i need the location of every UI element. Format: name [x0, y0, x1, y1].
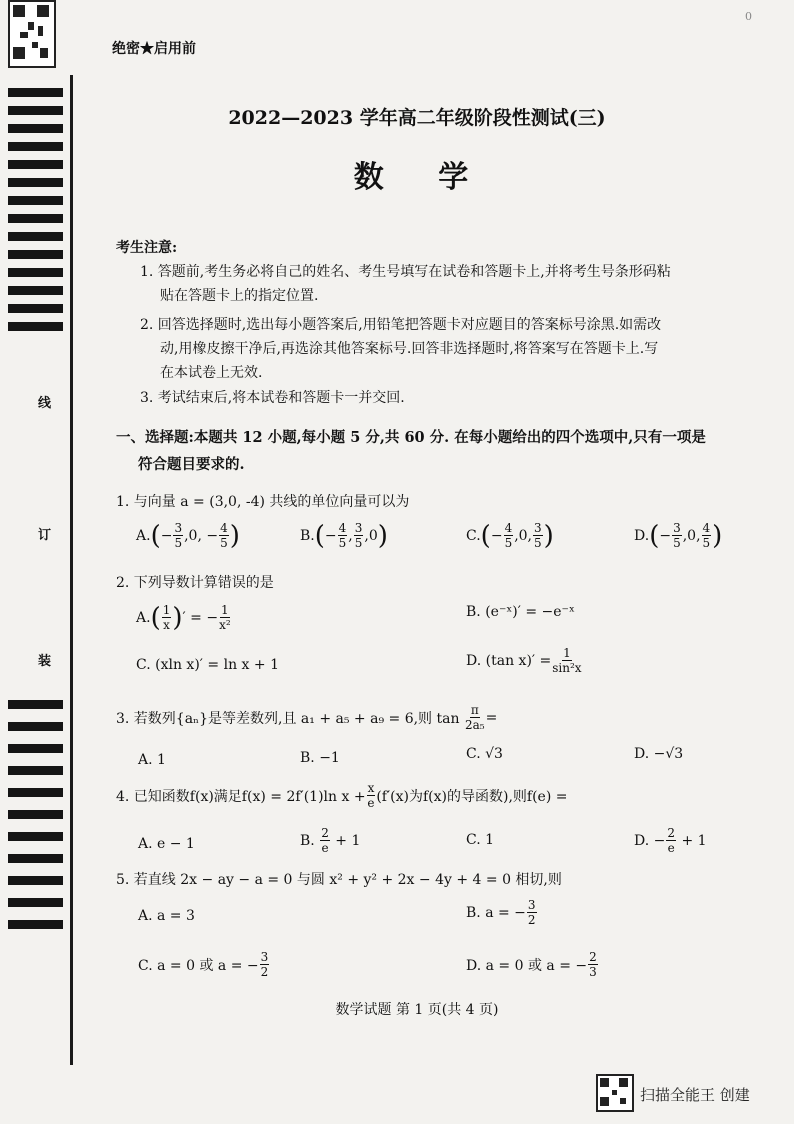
q5-option-c: C. a = 0 或 a = − $\frac{3}{2}$ [138, 950, 269, 979]
scanner-watermark-text: 扫描全能王 创建 [640, 1086, 750, 1104]
page-footer: 数学试题 第 1 页(共 4 页) [335, 1002, 499, 1018]
q5-option-b: B. a = − $\frac{3}{2}$ [466, 898, 536, 927]
q5-option-d: D. a = 0 或 a = − $\frac{2}{3}$ [466, 950, 597, 979]
exam-title: 2022—2023 学年高二年级阶段性测试(三) [228, 107, 606, 129]
question-4-stem: 4. 已知函数f(x)满足f(x) = 2f′(1)ln x + $\frac{x}{e}$ (f′(x)为f(x)的导函数),则f(e) = [116, 781, 568, 810]
question-3-stem: 3. 若数列{aₙ}是等差数列,且 a₁ + a₅ + a₉ = 6,则 tan $\frac{\pi}{\text{2a₅}}$ = [116, 703, 498, 732]
corner-mark: 0 [745, 10, 752, 23]
question-5-stem: 5. 若直线 2x − ay − a = 0 与圆 x² + y² + 2x − 4y + 4 = 0 相切,则 [116, 872, 562, 888]
q3-option-b: B. −1 [300, 750, 340, 766]
notice-line: 动,用橡皮擦干净后,再选涂其他答案标号.回答非选择题时,将答案写在答题卡上.写 [160, 341, 659, 357]
subject-title: 数 学 [353, 160, 491, 195]
notice-line: 2. 回答选择题时,选出每小题答案后,用铅笔把答题卡对应题目的答案标号涂黑.如需改 [140, 317, 662, 333]
notice-line: 3. 考试结束后,将本试卷和答题卡一并交回. [140, 390, 405, 406]
option-label: D. [634, 527, 650, 544]
q2-option-b: B. (e⁻ˣ)′ = −e⁻ˣ [466, 604, 575, 620]
q3-option-a: A. 1 [138, 752, 166, 768]
q2-option-c: C. (xln x)′ = ln x + 1 [136, 657, 279, 673]
binding-label-order: 订 [38, 528, 52, 543]
question-2-stem: 2. 下列导数计算错误的是 [116, 575, 274, 591]
notice-line: 在本试卷上无效. [160, 365, 263, 381]
question-1-stem: 1. 与向量 a = (3,0, -4) 共线的单位向量可以为 [116, 494, 410, 510]
q3-option-c: C. √3 [466, 746, 503, 762]
q4-option-b: B. $\frac{2}{e}$ + 1 [300, 826, 361, 855]
option-label: A. [136, 527, 151, 544]
q5-option-a: A. a = 3 [138, 908, 195, 924]
notice-line: 1. 答题前,考生务必将自己的姓名、考生号填写在试卷和答题卡上,并将考生号条形码粘 [140, 264, 671, 280]
notice-heading: 考生注意: [116, 240, 178, 256]
q1-option-b: B. ( − $\frac{4}{5}$ , $\frac{3}{5}$ ,0 ) [300, 520, 388, 551]
q1-option-c: C. ( − $\frac{4}{5}$ ,0, $\frac{3}{5}$ ) [466, 520, 554, 551]
barcode-strip-bottom [8, 700, 63, 940]
qr-code-top [8, 0, 56, 68]
binding-label-pack: 装 [38, 654, 52, 669]
q4-option-c: C. 1 [466, 832, 495, 848]
q2-option-a: A. ( $\frac{1}{x}$ ) ′ = − $\frac{1}{\text{x²}}$ [136, 602, 231, 633]
section-line-2: 符合题目要求的. [138, 456, 245, 473]
q2-option-d: D. (tan x)′ = $\frac{1}{\text{sin²x}}$ [466, 646, 582, 675]
q1-option-a: A. ( − $\frac{3}{5}$ ,0, − $\frac{4}{5}$ ) [136, 520, 240, 551]
binding-label-line: 线 [38, 396, 52, 411]
q4-option-a: A. e − 1 [138, 836, 195, 852]
option-label: C. [466, 527, 481, 544]
scanner-qr-icon [596, 1074, 634, 1112]
q1-option-d: D. ( − $\frac{3}{5}$ ,0, $\frac{4}{5}$ ) [634, 520, 723, 551]
secret-mark: 绝密★启用前 [112, 41, 196, 57]
notice-line: 贴在答题卡上的指定位置. [160, 288, 319, 304]
section-line-1: 一、选择题:本题共 12 小题,每小题 5 分,共 60 分. 在每小题给出的四个选项中,只有一项是 [116, 429, 706, 446]
section-heading [116, 424, 761, 478]
q3-option-d: D. −√3 [634, 746, 684, 762]
q4-option-d: D. − $\frac{2}{e}$ + 1 [634, 826, 707, 855]
option-label: B. [300, 527, 315, 544]
binding-rule [70, 75, 73, 1065]
